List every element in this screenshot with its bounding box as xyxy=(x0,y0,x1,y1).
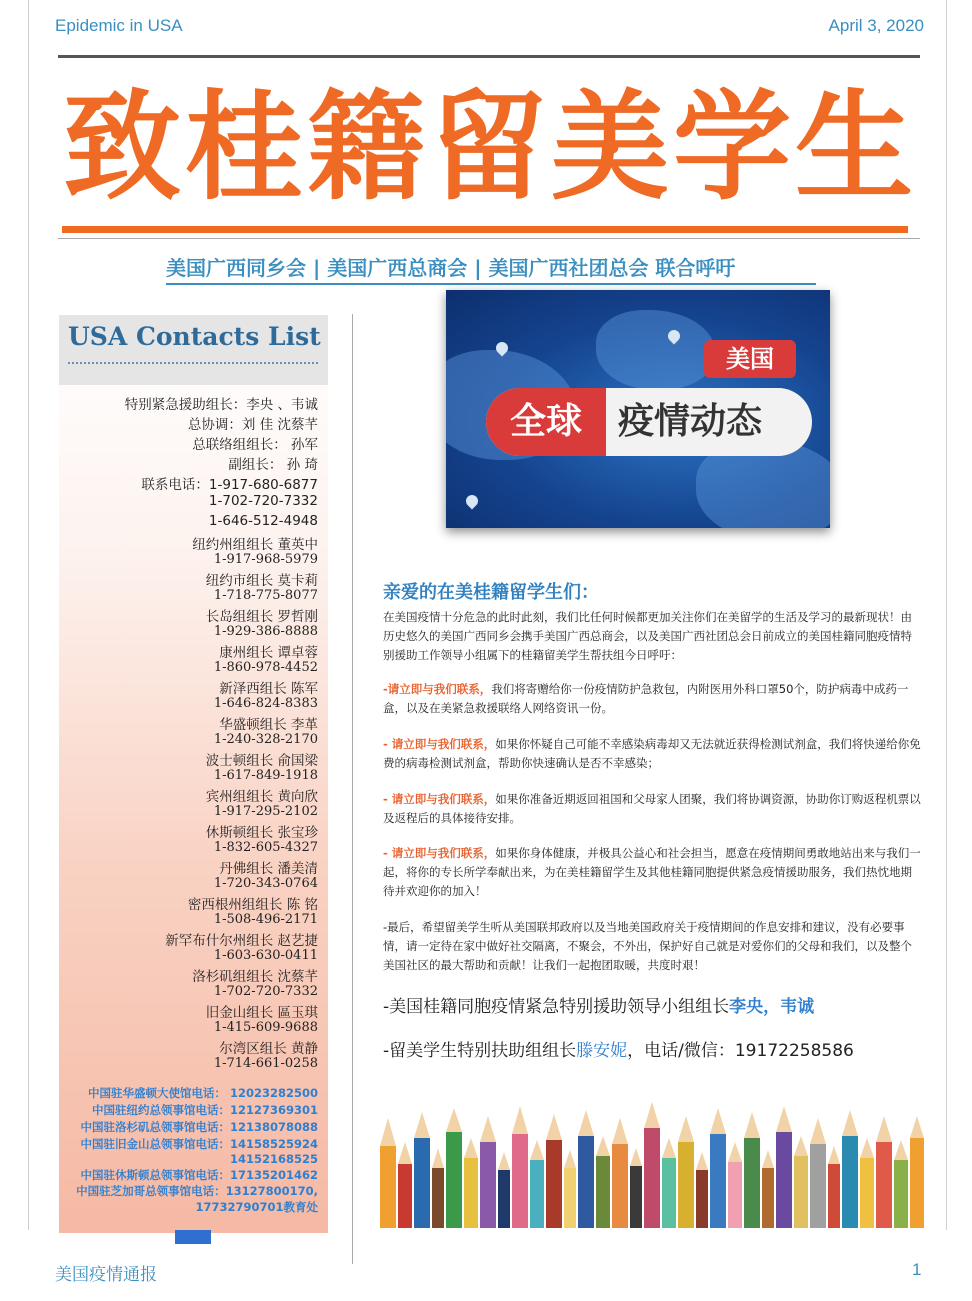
footer-title: 美国疫情通报 xyxy=(55,1265,157,1285)
header-date: April 3, 2020 xyxy=(828,16,924,35)
contact-name: 新罕布什尔州组长 赵艺捷 xyxy=(165,933,318,949)
letter-item xyxy=(383,735,923,773)
embassy-line: 中国驻休斯顿总领事馆电话：17135201462 xyxy=(80,1168,318,1182)
contact-name: 华盛顿组长 李革 xyxy=(219,717,318,733)
signature-student-title: -留美学生特别扶助组组长 xyxy=(383,1041,577,1061)
signature-student-contact: ，电话/微信：19172258586 xyxy=(627,1041,854,1061)
contact-name: 旧金山组长 區玉琪 xyxy=(205,1005,318,1021)
embassy-line: 中国驻纽约总领事馆电话：12127369301 xyxy=(91,1103,318,1117)
leader-phone: 1-702-720-7332 xyxy=(208,493,318,509)
contact-phone: 1-718-775-8077 xyxy=(213,588,318,603)
letter-intro: 在美国疫情十分危急的此时此刻，我们比任何时候都更加关注你们在美留学的生活及学习的最新现状！由历史悠久的美国广西同乡会携手美国广西总商会，以及美国广西社团总会日前成立的美国桂籍同胞疫情特别援助工作领导小组属下的桂籍留美学生帮扶组今日呼吁： xyxy=(383,610,912,662)
letter-item-prefix: - 请立即与我们联系， xyxy=(383,737,496,751)
contact-phone: 1-929-386-8888 xyxy=(213,624,318,639)
letter-item xyxy=(383,844,923,901)
contact-name: 长岛组组长 罗哲刚 xyxy=(205,609,318,625)
signature-student-name: 滕安妮 xyxy=(576,1041,628,1061)
contact-phone: 1-917-295-2102 xyxy=(213,804,318,819)
left-border-line xyxy=(28,0,29,1230)
letter-closing: -最后，希望留美学生听从美国联邦政府以及当地美国政府关于疫情期间的作息安排和建议，没有必要事情，请一定待在家中做好社交隔离，不聚会，不外出，保护好自己就是对爱你们的父母和我们，以及整个美国社区的最大帮助和贡献！让我们一起抱团取暖，共度时艰！ xyxy=(383,920,912,972)
page-number: 1 xyxy=(912,1260,922,1279)
header-section-label: Epidemic in USA xyxy=(55,16,183,35)
contact-name: 丹佛组长 潘美清 xyxy=(219,861,318,877)
leader-phone: 联系电话：1-917-680-6877 xyxy=(141,477,318,493)
contact-name: 纽约市组长 莫卡莉 xyxy=(205,573,318,589)
headline-pill-red: 全球 xyxy=(486,388,606,456)
contact-phone: 1-617-849-1918 xyxy=(213,768,318,783)
leader-line: 副组长： 孙 琦 xyxy=(228,457,318,473)
embassy-line: 中国驻旧金山总领事馆电话：14158525924 xyxy=(80,1137,318,1151)
contact-name: 尔湾区组长 黄静 xyxy=(219,1041,318,1057)
contact-phone: 1-917-968-5979 xyxy=(213,552,318,567)
letter-item-prefix: - 请立即与我们联系， xyxy=(383,792,496,806)
contact-phone: 1-860-978-4452 xyxy=(213,660,318,675)
contact-phone: 1-240-328-2170 xyxy=(213,732,318,747)
letter-item-prefix: - 请立即与我们联系， xyxy=(383,846,496,860)
contact-name: 休斯顿组长 张宝珍 xyxy=(205,825,318,841)
colored-pencils-illustration xyxy=(380,1098,925,1228)
map-pin-icon xyxy=(464,493,481,510)
letter-item-prefix: -请立即与我们联系， xyxy=(383,682,492,696)
header-rule xyxy=(58,55,920,58)
signature-leaders xyxy=(383,992,814,1017)
contact-phone: 1-508-496-2171 xyxy=(213,912,318,927)
usa-badge: 美国 xyxy=(704,340,796,378)
letter-item xyxy=(383,680,923,718)
contacts-panel-title: USA Contacts List xyxy=(68,322,321,351)
contact-name: 纽约州组组长 董英中 xyxy=(192,537,318,553)
epidemic-news-image xyxy=(446,290,830,528)
leader-phone: 1-646-512-4948 xyxy=(208,513,318,529)
contact-phone: 1-720-343-0764 xyxy=(213,876,318,891)
leader-line: 总协调：刘 佳 沈蔡芊 xyxy=(187,417,318,433)
signature-leaders-names: 李央，韦诚 xyxy=(729,997,815,1017)
letter-item-text: 我们将寄赠给你一份疫情防护急救包，内附医用外科口罩50个，防护病毒中成药一盒，以及在美紧急救援联络人网络资讯一份。 xyxy=(383,682,909,715)
signature-student-group xyxy=(383,1036,854,1061)
letter-greeting: 亲爱的在美桂籍留学生们： xyxy=(383,582,599,603)
contact-name: 波士顿组长 俞国梁 xyxy=(205,753,318,769)
title-divider xyxy=(58,238,920,239)
embassy-line: 中国驻华盛顿大使馆电话： 12023282500 xyxy=(87,1086,318,1100)
leader-line: 特别紧急援助组长：李央 、韦诚 xyxy=(124,397,318,413)
contact-name: 密西根州组组长 陈 铭 xyxy=(187,897,318,913)
letter-item-text: 如果你怀疑自己可能不幸感染病毒却又无法就近获得检测试剂盒，我们将快递给你免费的病毒检测试剂盒，帮助你快速确认是否不幸感染； xyxy=(383,737,921,770)
contact-phone: 1-832-605-4327 xyxy=(213,840,318,855)
headline-pill-text: 疫情动态 xyxy=(618,401,763,442)
contact-phone: 1-415-609-9688 xyxy=(213,1020,318,1035)
pencil-group xyxy=(380,1102,924,1228)
letter-item xyxy=(383,790,923,828)
letter-item-text: 如果你准备近期返回祖国和父母家人团聚，我们将协调资源，协助你订购返程机票以及返程后的具体接待安排。 xyxy=(383,792,921,825)
embassy-line: 14152168525 xyxy=(229,1152,318,1166)
map-continent xyxy=(596,310,716,390)
letter-item-text: 如果你身体健康，并极具公益心和社会担当，愿意在疫情期间勇敢地站出来与我们一起，将你的专长所学奉献出来，为在美桂籍留学生及其他桂籍同胞提供紧急疫情援助服务，我们热忱地期待并欢迎你的加入！ xyxy=(383,846,921,898)
column-divider xyxy=(352,314,353,1264)
title-underline xyxy=(62,226,908,233)
contact-name: 新泽西组长 陈军 xyxy=(219,681,318,697)
contact-phone: 1-646-824-8383 xyxy=(213,696,318,711)
contact-name: 宾州组组长 黄向欣 xyxy=(205,789,318,805)
leader-line: 总联络组组长： 孙军 xyxy=(192,437,318,453)
contact-phone: 1-603-630-0411 xyxy=(213,948,318,963)
page-title: 致桂籍留美学生 xyxy=(62,78,917,216)
right-border-line xyxy=(946,0,947,1230)
contact-name: 洛杉矶组组长 沈蔡芊 xyxy=(192,969,318,985)
contact-phone: 1-702-720-7332 xyxy=(213,984,318,999)
embassy-line: 中国驻芝加哥总领事馆电话：13127800170, xyxy=(76,1184,318,1198)
contact-phone: 1-714-661-0258 xyxy=(213,1056,318,1071)
embassy-line: 中国驻洛杉矶总领事馆电话：12138078088 xyxy=(80,1120,318,1134)
subtitle: 美国广西同乡会 | 美国广西总商会 | 美国广西社团总会 联合呼吁 xyxy=(166,253,816,285)
embassy-line: 17732790701教育处 xyxy=(195,1200,318,1214)
share-button[interactable] xyxy=(175,1230,211,1244)
contact-name: 康州组长 谭卓蓉 xyxy=(219,645,318,661)
signature-leaders-title: -美国桂籍同胞疫情紧急特别援助领导小组组长 xyxy=(383,997,730,1017)
contacts-panel-divider xyxy=(68,362,318,364)
